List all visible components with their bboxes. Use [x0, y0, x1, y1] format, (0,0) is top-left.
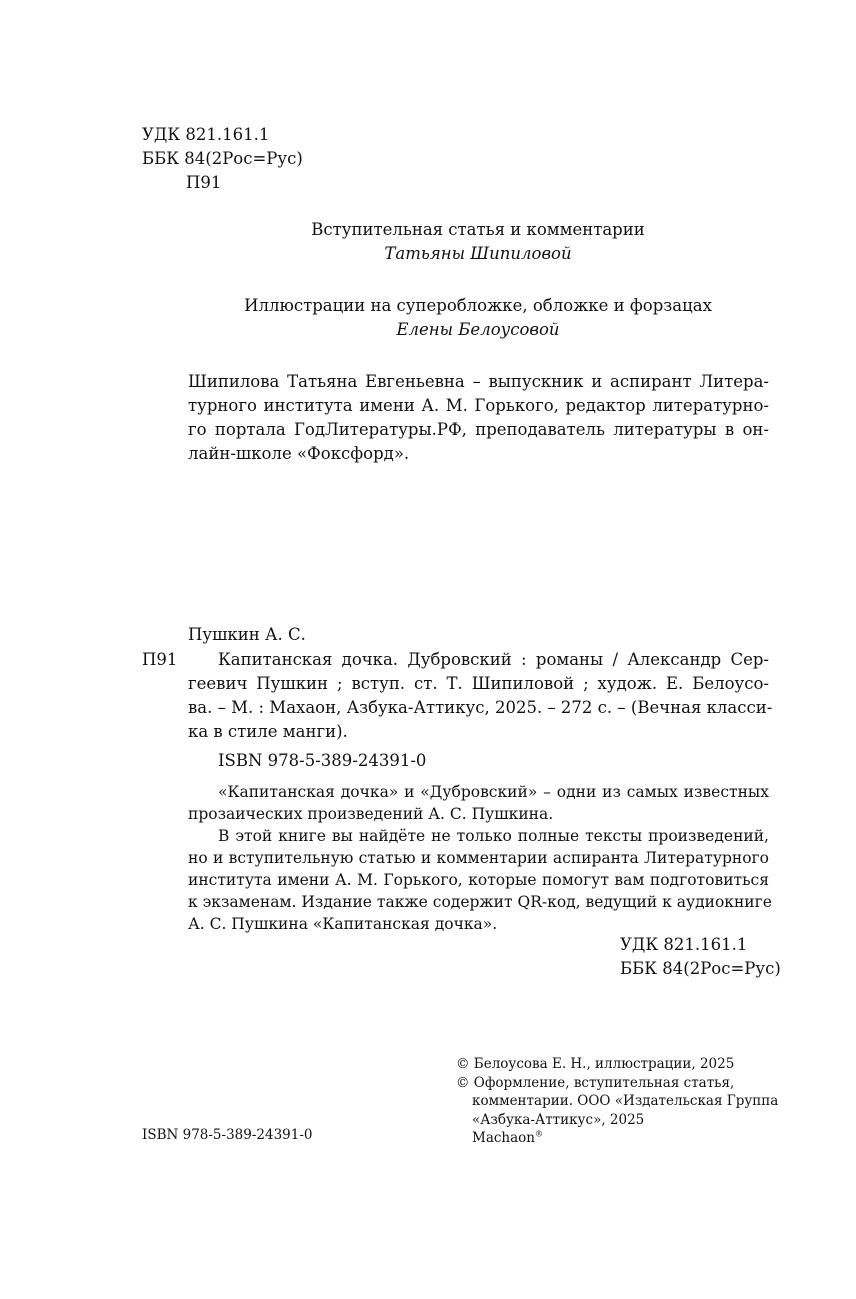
- copyright-block: [456, 1055, 778, 1148]
- catalog-description: [188, 648, 773, 744]
- catalog-isbn: ISBN 978-5-389-24391-0: [218, 751, 427, 770]
- annotation-line: «Капитанская дочка» и «Дубровский» – одни из самых известных: [218, 783, 769, 801]
- footer-codes: [620, 933, 781, 981]
- catalog-line: ва. – М. : Махаон, Азбука-Аттикус, 2025. – 272 с. – (Вечная класси-: [188, 698, 773, 717]
- header-codes: [142, 123, 303, 195]
- bottom-isbn: ISBN 978-5-389-24391-0: [142, 1127, 313, 1143]
- copyright-design-cont: «Азбука-Аттикус», 2025: [472, 1111, 645, 1128]
- annotation-line: к экзаменам. Издание также содержит QR-код, ведущий к аудиокниге: [188, 893, 772, 911]
- catalog-author: Пушкин А. С.: [188, 625, 306, 644]
- catalog-line: геевич Пушкин ; вступ. ст. Т. Шипиловой ; худож. Е. Белоусо-: [188, 674, 769, 693]
- copyright-illustrations: © Белоусова Е. Н., иллюстрации, 2025: [456, 1056, 735, 1072]
- author-sign: П91: [186, 173, 222, 192]
- catalog-line: ка в стиле манги).: [188, 722, 348, 741]
- annotation-line: института имени А. М. Горького, которые помогут вам подготовиться: [188, 871, 769, 889]
- annotation-line: А. С. Пушкина «Капитанская дочка».: [188, 915, 498, 933]
- copyright-brand: [456, 1129, 778, 1148]
- intro-author: Татьяны Шипиловой: [384, 244, 572, 263]
- intro-credit: [200, 218, 756, 266]
- bbk-code: ББК 84(2Рос=Рус): [142, 149, 303, 168]
- footer-udk-code: УДК 821.161.1: [620, 935, 748, 954]
- bio-line: го портала ГодЛитературы.РФ, преподаватель литературы в он-: [188, 420, 769, 439]
- bio-line: Шипилова Татьяна Евгеньевна – выпускник и аспирант Литера-: [188, 372, 769, 391]
- bio-line: турного института имени А. М. Горького, редактор литературно-: [188, 396, 769, 415]
- illustrations-author: Елены Белоусовой: [396, 320, 560, 339]
- bio-line: лайн-школе «Фоксфорд».: [188, 444, 410, 463]
- copyright-design: © Оформление, вступительная статья,: [456, 1074, 735, 1091]
- catalog-line: Капитанская дочка. Дубровский : романы / Александр Сер-: [218, 650, 769, 669]
- copyright-design-cont: комментарии. ООО «Издательская Группа: [472, 1093, 779, 1109]
- registered-mark: ®: [535, 1129, 543, 1139]
- catalog-sign: П91: [142, 650, 178, 669]
- illustrations-credit: [200, 294, 756, 342]
- brand-name: Machaon: [472, 1130, 535, 1146]
- udk-code: УДК 821.161.1: [142, 125, 270, 144]
- annotation-line: но и вступительную статью и комментарии аспиранта Литературного: [188, 849, 769, 867]
- intro-label: Вступительная статья и комментарии: [311, 220, 645, 239]
- footer-bbk-code: ББК 84(2Рос=Рус): [620, 959, 781, 978]
- annotation: [188, 781, 772, 935]
- illustrations-label: Иллюстрации на суперобложке, обложке и форзацах: [244, 296, 712, 315]
- annotation-line: прозаических произведений А. С. Пушкина.: [188, 805, 554, 823]
- annotation-line: В этой книге вы найдёте не только полные тексты произведений,: [218, 827, 769, 845]
- bio-paragraph: [188, 370, 769, 466]
